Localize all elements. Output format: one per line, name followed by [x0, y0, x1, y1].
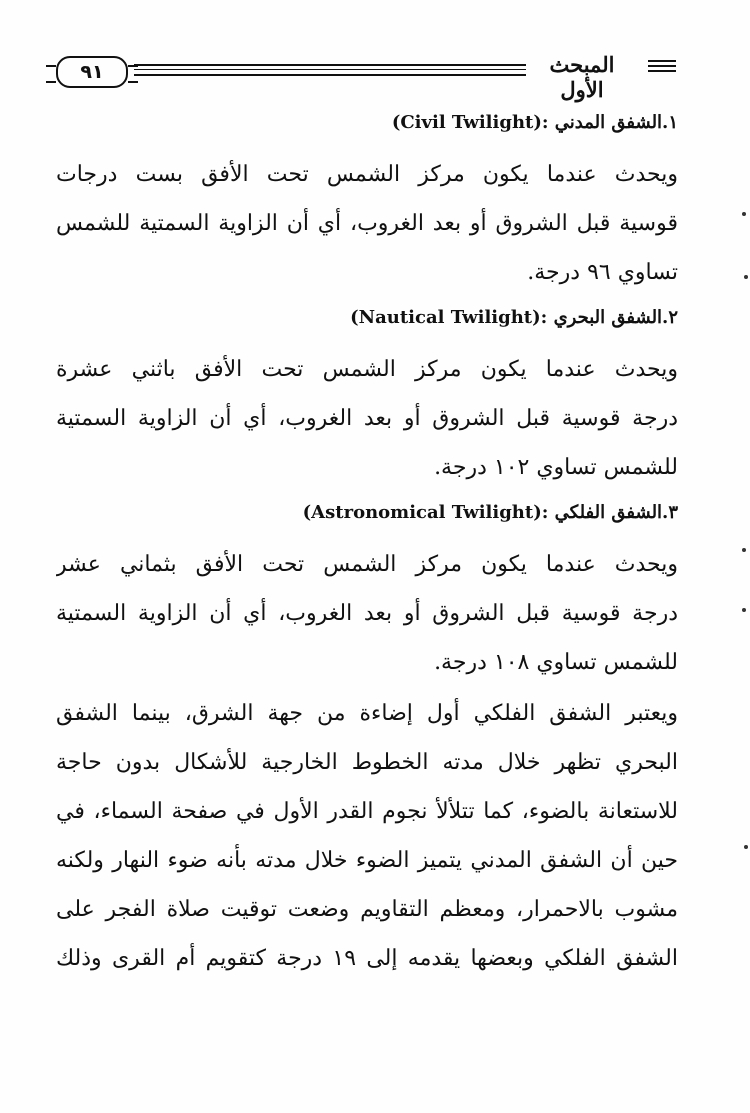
paragraph-line: للاستعانة بالضوء، كما تتلألأ نجوم القدر الأول في صفحة السماء، في	[56, 799, 678, 824]
scan-speck	[744, 845, 748, 849]
scan-speck	[742, 608, 746, 612]
text-line: للشمس تساوي ١٠٢ درجة.	[434, 455, 678, 480]
page-number-badge: ٩١	[56, 56, 128, 88]
text-line: تساوي ٩٦ درجة.	[527, 260, 678, 285]
text-line: ويحدث عندما يكون مركز الشمس تحت الأفق بست درجات	[56, 162, 678, 187]
header-rule	[134, 64, 526, 76]
page-body	[56, 112, 678, 983]
section-heading-nautical	[56, 307, 678, 345]
paragraph-line: الشفق الفلكي وبعضها يقدمه إلى ١٩ درجة كتقويم أم القرى وذلك	[56, 946, 678, 971]
page-header	[56, 52, 676, 100]
header-ornament-icon	[648, 60, 676, 75]
text-line: للشمس تساوي ١٠٨ درجة.	[434, 650, 678, 675]
text-line: ويحدث عندما يكون مركز الشمس تحت الأفق بثماني عشر	[56, 552, 678, 577]
text-line: ويحدث عندما يكون مركز الشمس تحت الأفق باثني عشرة	[56, 357, 678, 382]
section-heading-latin: (Astronomical Twilight):	[302, 502, 549, 523]
paragraph-line: حين أن الشفق المدني يتميز الضوء خلال مدته بأنه ضوء النهار ولكنه	[56, 848, 678, 873]
text-line: درجة قوسية قبل الشروق أو بعد الغروب، أي أن الزاوية السمتية	[56, 406, 678, 431]
section-heading-text: ٣.الشفق الفلكي	[554, 502, 678, 523]
paragraph-line: ويعتبر الشفق الفلكي أول إضاءة من جهة الشرق، بينما الشفق	[56, 701, 678, 726]
section-heading-text: ٢.الشفق البحري	[553, 307, 678, 328]
section-heading-civil	[56, 112, 678, 150]
scan-speck	[742, 548, 746, 552]
text-line: درجة قوسية قبل الشروق أو بعد الغروب، أي أن الزاوية السمتية	[56, 601, 678, 626]
scan-speck	[744, 275, 748, 279]
section-heading-latin: (Civil Twilight):	[391, 112, 549, 133]
paragraph-line: مشوب بالاحمرار، ومعظم التقاويم وضعت توقيت صلاة الفجر على	[56, 897, 678, 922]
text-line: قوسية قبل الشروق أو بعد الغروب، أي أن الزاوية السمتية للشمس	[56, 211, 678, 236]
section-heading-text: ١.الشفق المدني	[554, 112, 678, 133]
section-heading-latin: (Nautical Twilight):	[350, 307, 548, 328]
paragraph-line: البحري تظهر خلال مدته الخطوط الخارجية للأشكال بدون حاجة	[56, 750, 678, 775]
chapter-title: المبحث الأول	[549, 52, 615, 102]
scan-speck	[742, 212, 746, 216]
section-heading-astronomical	[56, 502, 678, 540]
